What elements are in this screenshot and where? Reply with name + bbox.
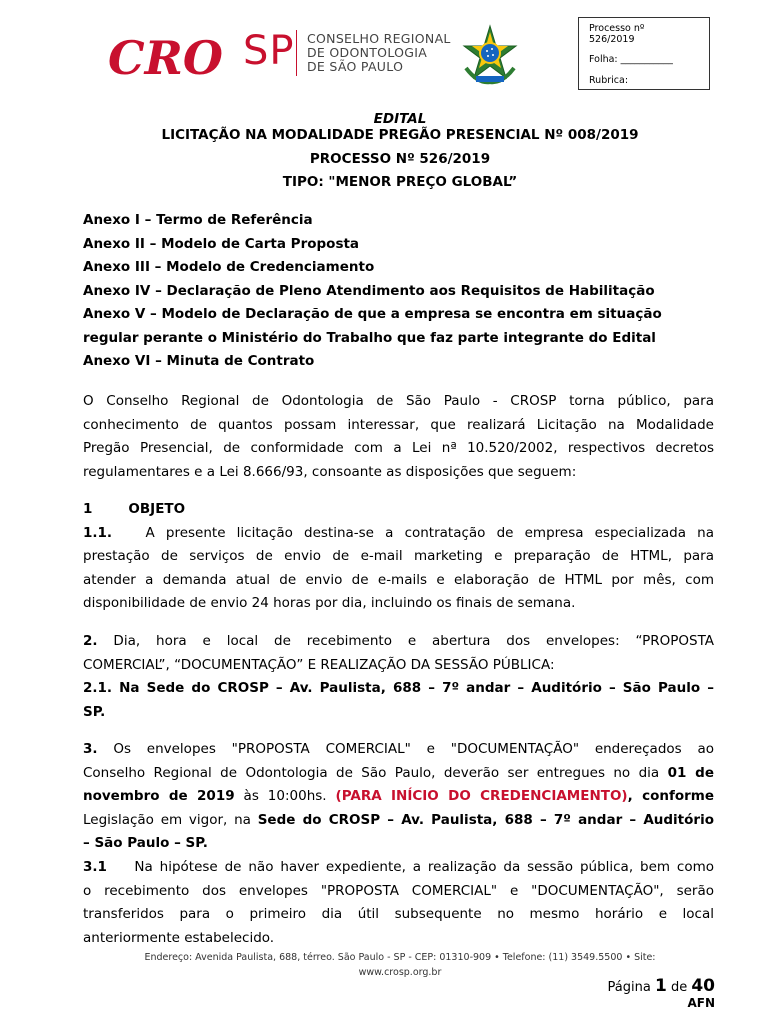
address-highlight: Sede do CROSP – Av. Paulista, 688 – 7º andar – Auditório bbox=[257, 811, 714, 828]
annex-item: Anexo III – Modelo de Credenciamento bbox=[83, 259, 375, 275]
item-number: 1.1. bbox=[83, 524, 113, 541]
page-number bbox=[608, 976, 715, 996]
section-2 bbox=[83, 630, 714, 724]
process-label: Processo nº bbox=[589, 23, 645, 34]
text-line: o recebimento dos envelopes "PROPOSTA COMERCIAL" e "DOCUMENTAÇÃO", serão bbox=[83, 882, 714, 899]
annex-item: Anexo II – Modelo de Carta Proposta bbox=[83, 235, 360, 252]
footer-website: www.crosp.org.br bbox=[358, 967, 442, 978]
text-fragment: , conforme bbox=[627, 788, 714, 804]
council-name-line: DE SÃO PAULO bbox=[307, 59, 404, 74]
council-name-line: DE ODONTOLOGIA bbox=[307, 45, 428, 60]
page-of: de bbox=[670, 980, 688, 995]
address-highlight: – São Paulo – SP. bbox=[83, 835, 208, 851]
brazil-coat-of-arms-icon bbox=[458, 24, 522, 88]
annex-item: Anexo IV – Declaração de Pleno Atendimento aos Requisitos de Habilitação bbox=[83, 282, 655, 299]
section-number: 3.1 bbox=[83, 859, 107, 875]
council-name-line: CONSELHO REGIONAL bbox=[307, 31, 451, 46]
text-fragment: SP. bbox=[83, 703, 106, 720]
annex-item: Anexo V – Modelo de Declaração de que a empresa se encontra em situação bbox=[83, 306, 662, 322]
text-line bbox=[83, 832, 714, 856]
process-stamp-box bbox=[578, 17, 710, 90]
rubrica-field: Rubrica: bbox=[589, 75, 629, 86]
annex-item: Anexo I – Termo de Referência bbox=[83, 212, 313, 228]
text-fragment: A presente licitação destina-se a contratação de empresa especializada na bbox=[145, 524, 714, 541]
licitacao-title: LICITAÇÃO NA MODALIDADE PREGÃO PRESENCIAL Nº 008/2019 bbox=[161, 127, 639, 143]
credenciamento-notice: (PARA INÍCIO DO CREDENCIAMENTO) bbox=[335, 788, 628, 804]
text-line: regulamentares e a Lei 8.666/93, consoante as disposições que seguem: bbox=[83, 463, 577, 480]
text-line: anteriormente estabelecido. bbox=[83, 929, 275, 946]
text-line: atender a demanda atual de envio de e-mails e elaboração de HTML por mês, com bbox=[83, 571, 714, 588]
text-line: transferidos para o primeiro dia útil subsequente no mesmo horário e local bbox=[83, 906, 714, 922]
text-fragment: Conselho Regional de Odontologia de São Paulo, deverão ser entregues no dia bbox=[83, 764, 668, 781]
section-number: 3. bbox=[83, 741, 98, 757]
logo-divider bbox=[296, 30, 297, 76]
processo-title: PROCESSO Nº 526/2019 bbox=[309, 151, 491, 167]
text-line: prestação de serviços de envio de e-mail marketing e preparação de HTML, para bbox=[83, 548, 714, 564]
page-label: Página bbox=[607, 980, 651, 995]
section-3-1 bbox=[83, 856, 714, 950]
council-name bbox=[307, 32, 451, 74]
annex-item: regular perante o Ministério do Trabalho que faz parte integrante do Edital bbox=[83, 329, 656, 346]
text-line bbox=[83, 677, 714, 701]
text-line: disponibilidade de envio 24 horas por dia, incluindo os finais de semana. bbox=[83, 595, 576, 611]
annex-list bbox=[83, 209, 662, 374]
text-line: conhecimento de quantos possam interessar, que realizará Licitação na Modalidade bbox=[83, 416, 714, 433]
edital-title: EDITAL bbox=[373, 111, 427, 127]
page-current: 1 bbox=[654, 976, 667, 996]
section-title: OBJETO bbox=[128, 501, 186, 517]
text-fragment: Na hipótese de não haver expediente, a realização da sessão pública, bem como bbox=[134, 859, 714, 875]
text-line bbox=[83, 522, 714, 546]
process-number: 526/2019 bbox=[589, 34, 635, 45]
text-line bbox=[83, 785, 714, 809]
text-fragment: às 10:00hs. bbox=[234, 788, 336, 804]
sp-logo: SP bbox=[243, 28, 295, 74]
section-number: 1 bbox=[83, 501, 93, 517]
annex-item: Anexo VI – Minuta de Contrato bbox=[83, 353, 315, 369]
initials: AFN bbox=[687, 996, 715, 1010]
text-fragment: Os envelopes "PROPOSTA COMERCIAL" e "DOCUMENTAÇÃO" endereçados ao bbox=[113, 741, 714, 757]
date-highlight: novembro de 2019 bbox=[83, 788, 235, 804]
text-fragment: Legislação em vigor, na bbox=[83, 811, 258, 828]
text-line bbox=[83, 762, 714, 786]
section-heading bbox=[83, 498, 714, 522]
cro-logo-text: CRO bbox=[108, 31, 223, 82]
text-line bbox=[83, 701, 714, 725]
text-line bbox=[83, 856, 714, 880]
text-fragment: 2.1. Na Sede do CROSP – Av. Paulista, 688 – 7º andar – Auditório – São Paulo – bbox=[83, 680, 714, 696]
footer-address: Endereço: Avenida Paulista, 688, térreo. São Paulo - SP - CEP: 01310-909 • Telefone: (11) 3549.5500 • Site: bbox=[144, 952, 656, 963]
text-line bbox=[83, 809, 714, 833]
cro-logo bbox=[108, 30, 238, 82]
intro-paragraph bbox=[83, 390, 714, 484]
text-line: Pregão Presencial, de conformidade com a Lei nª 10.520/2002, respectivos decretos bbox=[83, 440, 714, 456]
section-3 bbox=[83, 738, 714, 856]
text-line: O Conselho Regional de Odontologia de São Paulo - CROSP torna público, para bbox=[83, 393, 714, 409]
text-line bbox=[83, 738, 714, 762]
text-line bbox=[83, 630, 714, 654]
page-total: 40 bbox=[691, 976, 715, 996]
section-objeto bbox=[83, 498, 714, 616]
folha-field: Folha: ___________ bbox=[589, 54, 673, 65]
text-fragment: Dia, hora e local de recebimento e abertura dos envelopes: “PROPOSTA bbox=[113, 633, 715, 649]
section-number: 2. bbox=[83, 633, 98, 649]
tipo-title: TIPO: "MENOR PREÇO GLOBAL” bbox=[282, 174, 518, 190]
text-line: COMERCIAL”, “DOCUMENTAÇÃO” E REALIZAÇÃO DA SESSÃO PÚBLICA: bbox=[83, 656, 555, 673]
date-highlight: 01 de bbox=[667, 764, 714, 781]
